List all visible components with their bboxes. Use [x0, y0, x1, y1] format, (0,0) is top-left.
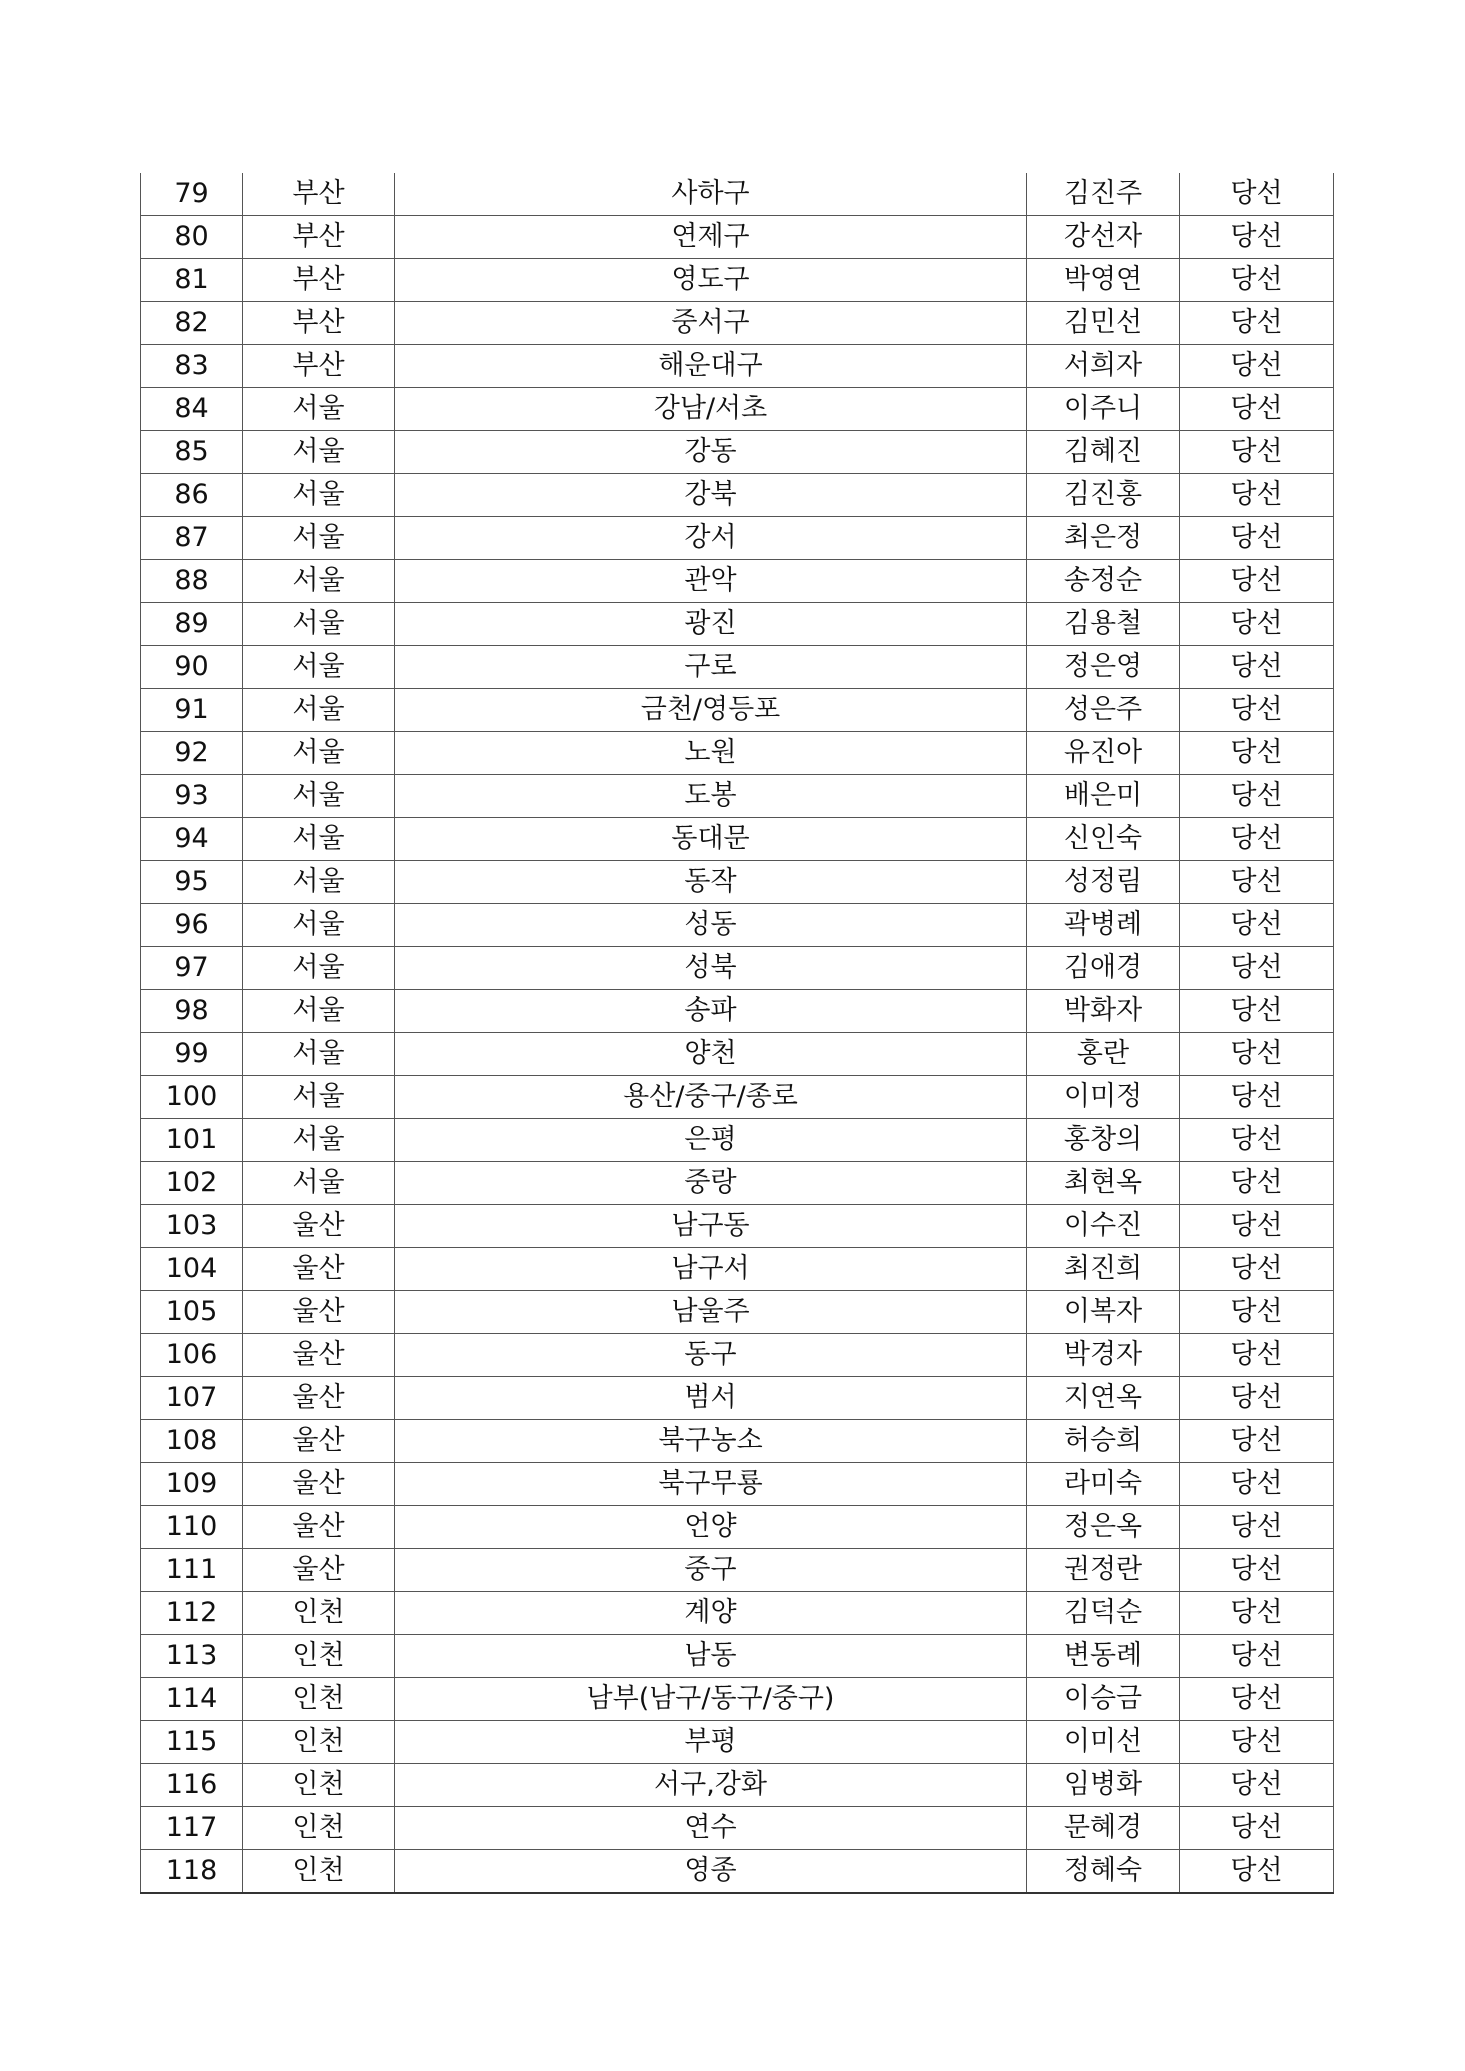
- table-row: [141, 1033, 1334, 1076]
- cell-result: 당선: [1180, 216, 1334, 259]
- cell-district: 사하구: [395, 173, 1027, 216]
- cell-result: 당선: [1180, 1119, 1334, 1162]
- table-row: [141, 302, 1334, 345]
- cell-region: 서울: [243, 947, 395, 990]
- cell-number: 116: [141, 1764, 243, 1807]
- cell-name: 곽병례: [1027, 904, 1180, 947]
- cell-district: 강북: [395, 474, 1027, 517]
- cell-result: 당선: [1180, 474, 1334, 517]
- cell-region: 인천: [243, 1850, 395, 1894]
- cell-number: 79: [141, 173, 243, 216]
- table-row: [141, 1248, 1334, 1291]
- cell-region: 서울: [243, 560, 395, 603]
- cell-district: 강서: [395, 517, 1027, 560]
- cell-result: 당선: [1180, 259, 1334, 302]
- cell-name: 홍창의: [1027, 1119, 1180, 1162]
- cell-district: 남구서: [395, 1248, 1027, 1291]
- cell-district: 범서: [395, 1377, 1027, 1420]
- cell-district: 북구농소: [395, 1420, 1027, 1463]
- cell-name: 최현옥: [1027, 1162, 1180, 1205]
- cell-district: 송파: [395, 990, 1027, 1033]
- table-row: [141, 517, 1334, 560]
- cell-result: 당선: [1180, 1678, 1334, 1721]
- cell-result: 당선: [1180, 1506, 1334, 1549]
- table-row: [141, 1506, 1334, 1549]
- cell-region: 부산: [243, 302, 395, 345]
- results-table-body: [141, 173, 1334, 1893]
- cell-region: 울산: [243, 1420, 395, 1463]
- cell-district: 남동: [395, 1635, 1027, 1678]
- table-row: [141, 345, 1334, 388]
- cell-region: 울산: [243, 1291, 395, 1334]
- cell-name: 유진아: [1027, 732, 1180, 775]
- cell-region: 울산: [243, 1248, 395, 1291]
- table-row: [141, 775, 1334, 818]
- cell-name: 배은미: [1027, 775, 1180, 818]
- cell-name: 김덕순: [1027, 1592, 1180, 1635]
- cell-district: 동구: [395, 1334, 1027, 1377]
- cell-name: 신인숙: [1027, 818, 1180, 861]
- cell-name: 성은주: [1027, 689, 1180, 732]
- table-row: [141, 173, 1334, 216]
- cell-region: 울산: [243, 1334, 395, 1377]
- table-row: [141, 1420, 1334, 1463]
- cell-result: 당선: [1180, 818, 1334, 861]
- cell-number: 108: [141, 1420, 243, 1463]
- cell-name: 김진주: [1027, 173, 1180, 216]
- cell-number: 90: [141, 646, 243, 689]
- cell-number: 97: [141, 947, 243, 990]
- cell-result: 당선: [1180, 1076, 1334, 1119]
- cell-result: 당선: [1180, 1764, 1334, 1807]
- cell-region: 서울: [243, 646, 395, 689]
- cell-region: 울산: [243, 1549, 395, 1592]
- cell-region: 서울: [243, 1162, 395, 1205]
- table-row: [141, 990, 1334, 1033]
- cell-result: 당선: [1180, 990, 1334, 1033]
- cell-name: 지연옥: [1027, 1377, 1180, 1420]
- table-row: [141, 1119, 1334, 1162]
- cell-result: 당선: [1180, 517, 1334, 560]
- cell-district: 연제구: [395, 216, 1027, 259]
- table-row: [141, 732, 1334, 775]
- table-row: [141, 1205, 1334, 1248]
- cell-number: 106: [141, 1334, 243, 1377]
- cell-region: 울산: [243, 1463, 395, 1506]
- cell-region: 서울: [243, 1033, 395, 1076]
- cell-result: 당선: [1180, 1291, 1334, 1334]
- cell-result: 당선: [1180, 775, 1334, 818]
- cell-district: 남울주: [395, 1291, 1027, 1334]
- cell-district: 북구무룡: [395, 1463, 1027, 1506]
- table-row: [141, 1635, 1334, 1678]
- cell-result: 당선: [1180, 560, 1334, 603]
- cell-district: 중랑: [395, 1162, 1027, 1205]
- table-row: [141, 1678, 1334, 1721]
- cell-result: 당선: [1180, 904, 1334, 947]
- cell-name: 정혜숙: [1027, 1850, 1180, 1894]
- cell-name: 김용철: [1027, 603, 1180, 646]
- cell-result: 당선: [1180, 388, 1334, 431]
- cell-name: 이미선: [1027, 1721, 1180, 1764]
- cell-name: 박화자: [1027, 990, 1180, 1033]
- cell-district: 광진: [395, 603, 1027, 646]
- table-row: [141, 1850, 1334, 1894]
- cell-region: 인천: [243, 1678, 395, 1721]
- cell-name: 이수진: [1027, 1205, 1180, 1248]
- cell-name: 김혜진: [1027, 431, 1180, 474]
- cell-name: 강선자: [1027, 216, 1180, 259]
- cell-district: 중구: [395, 1549, 1027, 1592]
- cell-district: 영종: [395, 1850, 1027, 1894]
- cell-number: 101: [141, 1119, 243, 1162]
- cell-name: 홍란: [1027, 1033, 1180, 1076]
- cell-region: 서울: [243, 603, 395, 646]
- cell-district: 강동: [395, 431, 1027, 474]
- cell-district: 연수: [395, 1807, 1027, 1850]
- cell-name: 정은옥: [1027, 1506, 1180, 1549]
- cell-result: 당선: [1180, 1635, 1334, 1678]
- table-row: [141, 216, 1334, 259]
- cell-region: 울산: [243, 1205, 395, 1248]
- cell-region: 부산: [243, 259, 395, 302]
- table-row: [141, 603, 1334, 646]
- cell-district: 성북: [395, 947, 1027, 990]
- table-row: [141, 1764, 1334, 1807]
- cell-result: 당선: [1180, 1721, 1334, 1764]
- cell-result: 당선: [1180, 1850, 1334, 1894]
- cell-region: 서울: [243, 689, 395, 732]
- cell-name: 김진홍: [1027, 474, 1180, 517]
- cell-name: 송정순: [1027, 560, 1180, 603]
- cell-district: 금천/영등포: [395, 689, 1027, 732]
- cell-region: 인천: [243, 1807, 395, 1850]
- table-row: [141, 1377, 1334, 1420]
- cell-result: 당선: [1180, 1463, 1334, 1506]
- cell-result: 당선: [1180, 1420, 1334, 1463]
- cell-number: 113: [141, 1635, 243, 1678]
- table-row: [141, 1162, 1334, 1205]
- table-row: [141, 1334, 1334, 1377]
- table-row: [141, 689, 1334, 732]
- cell-name: 김민선: [1027, 302, 1180, 345]
- cell-result: 당선: [1180, 1592, 1334, 1635]
- cell-number: 109: [141, 1463, 243, 1506]
- cell-name: 박영연: [1027, 259, 1180, 302]
- cell-district: 구로: [395, 646, 1027, 689]
- cell-number: 103: [141, 1205, 243, 1248]
- cell-number: 84: [141, 388, 243, 431]
- table-row: [141, 861, 1334, 904]
- cell-number: 115: [141, 1721, 243, 1764]
- cell-result: 당선: [1180, 345, 1334, 388]
- table-row: [141, 947, 1334, 990]
- cell-district: 영도구: [395, 259, 1027, 302]
- table-row: [141, 388, 1334, 431]
- cell-name: 라미숙: [1027, 1463, 1180, 1506]
- table-row: [141, 646, 1334, 689]
- cell-number: 81: [141, 259, 243, 302]
- cell-result: 당선: [1180, 861, 1334, 904]
- table-row: [141, 1807, 1334, 1850]
- cell-region: 부산: [243, 216, 395, 259]
- cell-name: 성정림: [1027, 861, 1180, 904]
- cell-name: 최진희: [1027, 1248, 1180, 1291]
- cell-district: 용산/중구/종로: [395, 1076, 1027, 1119]
- cell-number: 95: [141, 861, 243, 904]
- results-table: [140, 173, 1334, 1894]
- cell-region: 부산: [243, 345, 395, 388]
- cell-region: 서울: [243, 990, 395, 1033]
- cell-name: 권정란: [1027, 1549, 1180, 1592]
- cell-region: 인천: [243, 1592, 395, 1635]
- cell-result: 당선: [1180, 1033, 1334, 1076]
- table-row: [141, 1076, 1334, 1119]
- table-row: [141, 259, 1334, 302]
- table-row: [141, 1291, 1334, 1334]
- table-row: [141, 1549, 1334, 1592]
- cell-district: 중서구: [395, 302, 1027, 345]
- cell-district: 언양: [395, 1506, 1027, 1549]
- cell-district: 강남/서초: [395, 388, 1027, 431]
- cell-region: 서울: [243, 388, 395, 431]
- cell-district: 계양: [395, 1592, 1027, 1635]
- cell-result: 당선: [1180, 1205, 1334, 1248]
- cell-number: 82: [141, 302, 243, 345]
- cell-result: 당선: [1180, 1807, 1334, 1850]
- cell-name: 박경자: [1027, 1334, 1180, 1377]
- cell-district: 부평: [395, 1721, 1027, 1764]
- table-row: [141, 818, 1334, 861]
- cell-number: 112: [141, 1592, 243, 1635]
- cell-number: 94: [141, 818, 243, 861]
- cell-number: 93: [141, 775, 243, 818]
- cell-region: 울산: [243, 1377, 395, 1420]
- cell-result: 당선: [1180, 732, 1334, 775]
- cell-number: 114: [141, 1678, 243, 1721]
- cell-region: 울산: [243, 1506, 395, 1549]
- cell-district: 동작: [395, 861, 1027, 904]
- cell-number: 96: [141, 904, 243, 947]
- cell-number: 80: [141, 216, 243, 259]
- cell-district: 남부(남구/동구/중구): [395, 1678, 1027, 1721]
- cell-region: 서울: [243, 775, 395, 818]
- cell-number: 91: [141, 689, 243, 732]
- table-row: [141, 474, 1334, 517]
- cell-result: 당선: [1180, 1334, 1334, 1377]
- cell-number: 98: [141, 990, 243, 1033]
- cell-name: 이승금: [1027, 1678, 1180, 1721]
- table-row: [141, 904, 1334, 947]
- cell-number: 102: [141, 1162, 243, 1205]
- table-row: [141, 1721, 1334, 1764]
- cell-name: 최은정: [1027, 517, 1180, 560]
- table-row: [141, 1463, 1334, 1506]
- cell-district: 양천: [395, 1033, 1027, 1076]
- cell-number: 104: [141, 1248, 243, 1291]
- table-row: [141, 431, 1334, 474]
- cell-result: 당선: [1180, 1377, 1334, 1420]
- cell-result: 당선: [1180, 603, 1334, 646]
- cell-number: 89: [141, 603, 243, 646]
- cell-number: 100: [141, 1076, 243, 1119]
- cell-name: 이주니: [1027, 388, 1180, 431]
- cell-district: 성동: [395, 904, 1027, 947]
- cell-name: 임병화: [1027, 1764, 1180, 1807]
- cell-result: 당선: [1180, 431, 1334, 474]
- cell-district: 서구,강화: [395, 1764, 1027, 1807]
- cell-number: 85: [141, 431, 243, 474]
- cell-region: 서울: [243, 861, 395, 904]
- cell-district: 노원: [395, 732, 1027, 775]
- cell-district: 남구동: [395, 1205, 1027, 1248]
- cell-name: 이복자: [1027, 1291, 1180, 1334]
- cell-region: 인천: [243, 1635, 395, 1678]
- cell-region: 서울: [243, 1119, 395, 1162]
- cell-number: 111: [141, 1549, 243, 1592]
- cell-number: 105: [141, 1291, 243, 1334]
- cell-name: 변동례: [1027, 1635, 1180, 1678]
- cell-number: 107: [141, 1377, 243, 1420]
- cell-name: 서희자: [1027, 345, 1180, 388]
- cell-number: 118: [141, 1850, 243, 1894]
- cell-result: 당선: [1180, 646, 1334, 689]
- cell-region: 서울: [243, 904, 395, 947]
- cell-result: 당선: [1180, 1549, 1334, 1592]
- cell-result: 당선: [1180, 173, 1334, 216]
- cell-result: 당선: [1180, 302, 1334, 345]
- cell-number: 87: [141, 517, 243, 560]
- table-row: [141, 560, 1334, 603]
- cell-result: 당선: [1180, 1162, 1334, 1205]
- cell-district: 관악: [395, 560, 1027, 603]
- cell-result: 당선: [1180, 689, 1334, 732]
- cell-number: 86: [141, 474, 243, 517]
- cell-district: 해운대구: [395, 345, 1027, 388]
- cell-name: 김애경: [1027, 947, 1180, 990]
- cell-region: 서울: [243, 732, 395, 775]
- cell-region: 인천: [243, 1764, 395, 1807]
- cell-name: 정은영: [1027, 646, 1180, 689]
- cell-region: 서울: [243, 517, 395, 560]
- cell-district: 은평: [395, 1119, 1027, 1162]
- cell-name: 문혜경: [1027, 1807, 1180, 1850]
- cell-region: 인천: [243, 1721, 395, 1764]
- cell-result: 당선: [1180, 1248, 1334, 1291]
- cell-name: 이미정: [1027, 1076, 1180, 1119]
- cell-region: 서울: [243, 818, 395, 861]
- cell-region: 서울: [243, 474, 395, 517]
- cell-number: 83: [141, 345, 243, 388]
- cell-district: 동대문: [395, 818, 1027, 861]
- cell-region: 서울: [243, 1076, 395, 1119]
- cell-region: 부산: [243, 173, 395, 216]
- cell-district: 도봉: [395, 775, 1027, 818]
- cell-number: 92: [141, 732, 243, 775]
- cell-name: 허승희: [1027, 1420, 1180, 1463]
- cell-result: 당선: [1180, 947, 1334, 990]
- table-row: [141, 1592, 1334, 1635]
- cell-number: 117: [141, 1807, 243, 1850]
- cell-number: 88: [141, 560, 243, 603]
- cell-number: 110: [141, 1506, 243, 1549]
- cell-number: 99: [141, 1033, 243, 1076]
- cell-region: 서울: [243, 431, 395, 474]
